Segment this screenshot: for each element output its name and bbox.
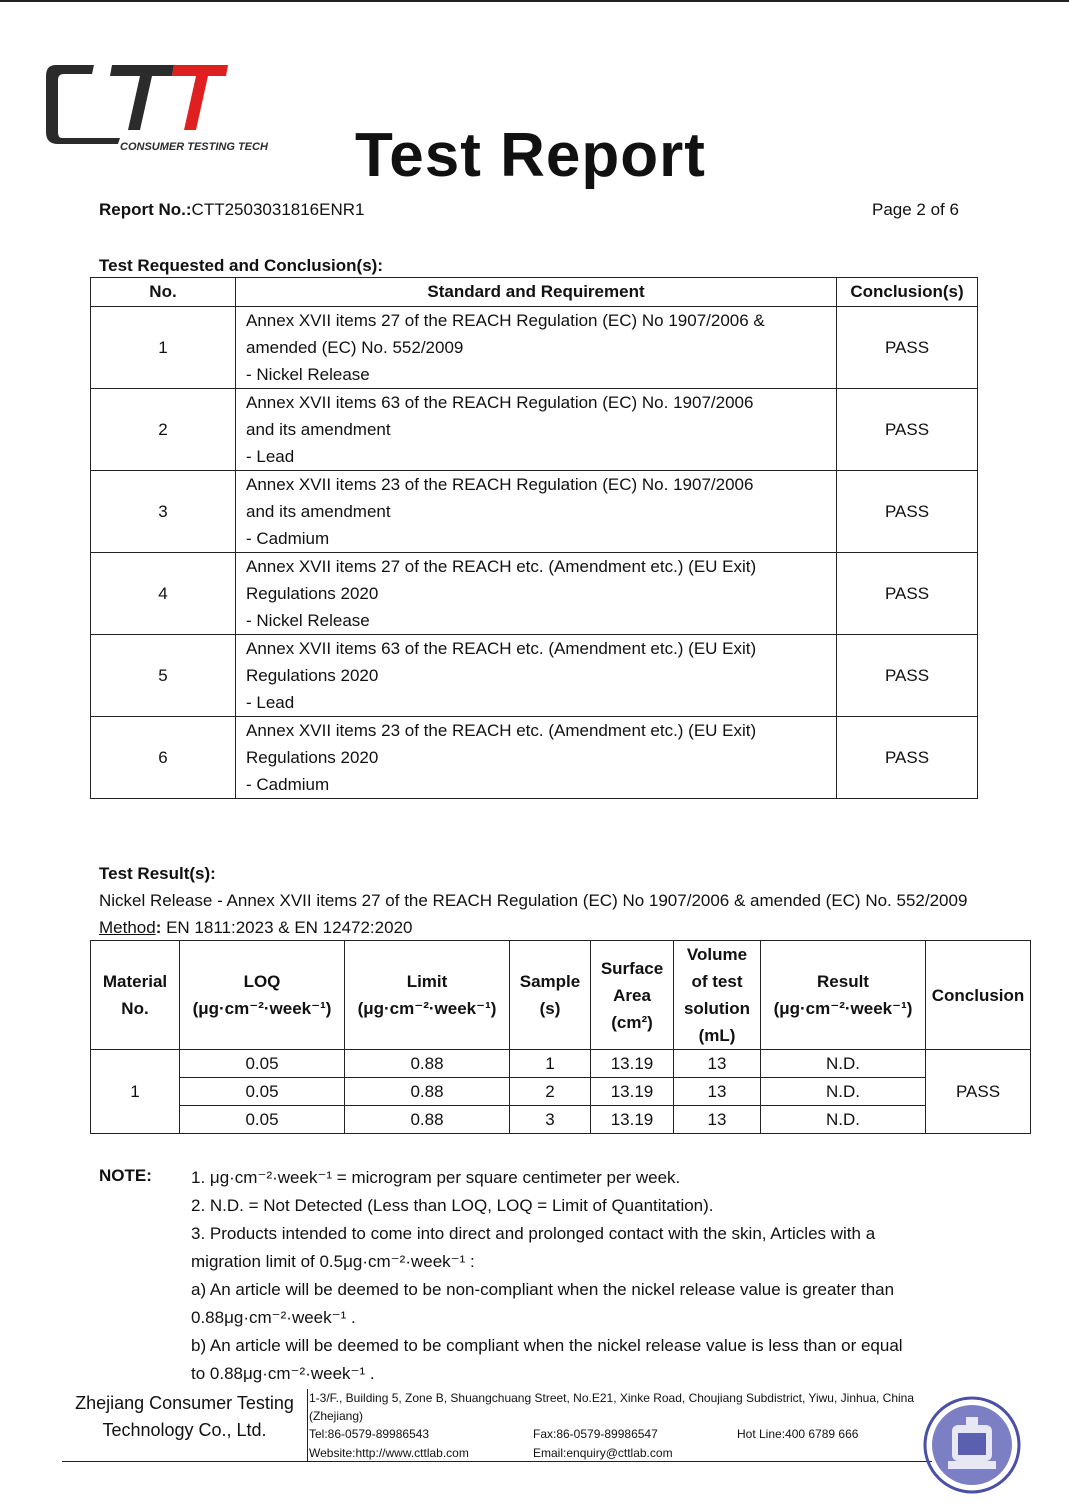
- row-conclusion: PASS: [837, 553, 978, 635]
- note-line: migration limit of 0.5μg·cm⁻²·week⁻¹ :: [191, 1252, 475, 1271]
- col-volume: Volume of test solution (mL): [674, 941, 761, 1050]
- results-line: Nickel Release - Annex XVII items 27 of the REACH Regulation (EC) No 1907/2006 & amended (EC) No. 552/2009: [99, 891, 968, 910]
- material-no: 1: [91, 1050, 180, 1134]
- cell-loq: 0.05: [180, 1050, 345, 1078]
- cell-loq: 0.05: [180, 1078, 345, 1106]
- cell-sample: 1: [510, 1050, 591, 1078]
- cell-limit: 0.88: [345, 1106, 510, 1134]
- col-standard: Standard and Requirement: [236, 278, 837, 307]
- row-conclusion: PASS: [837, 389, 978, 471]
- row-no: 3: [91, 471, 236, 553]
- results-conclusion: PASS: [926, 1050, 1031, 1134]
- cell-volume: 13: [674, 1078, 761, 1106]
- ctt-logo: [44, 62, 268, 154]
- company-name: Zhejiang Consumer Testing Technology Co., Ltd.: [75, 1393, 294, 1440]
- footer-email[interactable]: Email:enquiry@cttlab.com: [533, 1446, 673, 1460]
- cell-sample: 2: [510, 1078, 591, 1106]
- table-row: [91, 389, 978, 471]
- col-conclusion: Conclusion: [926, 941, 1031, 1050]
- footer-tel: Tel:86-0579-89986543: [309, 1427, 430, 1441]
- results-table: [90, 940, 1031, 1134]
- notes-list: [191, 1164, 981, 1388]
- conclusions-heading: Test Requested and Conclusion(s):: [99, 256, 383, 275]
- page-title: Test Report: [355, 121, 706, 190]
- row-standard: Annex XVII items 63 of the REACH etc. (Amendment etc.) (EU Exit) Regulations 2020 - Lead: [236, 635, 837, 717]
- seal-emblem-icon: [922, 1395, 1022, 1495]
- col-conclusion: Conclusion(s): [837, 278, 978, 307]
- row-no: 6: [91, 717, 236, 799]
- footer-hotline: Hot Line:400 6789 666: [737, 1427, 859, 1441]
- row-conclusion: PASS: [837, 471, 978, 553]
- table-row: [91, 1106, 1031, 1134]
- note-line: b) An article will be deemed to be compliant when the nickel release value is less than or equal: [191, 1336, 903, 1355]
- col-limit: Limit (μg·cm⁻²·week⁻¹): [345, 941, 510, 1050]
- table-row: [91, 307, 978, 389]
- col-no: No.: [91, 278, 236, 307]
- row-no: 4: [91, 553, 236, 635]
- row-conclusion: PASS: [837, 307, 978, 389]
- note-line: 0.88μg·cm⁻²·week⁻¹ .: [191, 1308, 356, 1327]
- table-row: [91, 717, 978, 799]
- cell-volume: 13: [674, 1106, 761, 1134]
- row-conclusion: PASS: [837, 635, 978, 717]
- row-standard: Annex XVII items 27 of the REACH etc. (Amendment etc.) (EU Exit) Regulations 2020 - Nickel Release: [236, 553, 837, 635]
- table-row: [91, 553, 978, 635]
- row-standard: Annex XVII items 23 of the REACH etc. (Amendment etc.) (EU Exit) Regulations 2020 - Cadmium: [236, 717, 837, 799]
- cell-area: 13.19: [591, 1050, 674, 1078]
- row-standard: Annex XVII items 23 of the REACH Regulation (EC) No. 1907/2006 and its amendment - Cadmium: [236, 471, 837, 553]
- cell-volume: 13: [674, 1050, 761, 1078]
- table-row: [91, 635, 978, 717]
- col-result: Result (μg·cm⁻²·week⁻¹): [761, 941, 926, 1050]
- page-number: Page 2 of 6: [872, 200, 959, 219]
- table-row: [91, 1078, 1031, 1106]
- note-line: 2. N.D. = Not Detected (Less than LOQ, LOQ = Limit of Quantitation).: [191, 1196, 714, 1215]
- cell-limit: 0.88: [345, 1050, 510, 1078]
- note-line: 1. μg·cm⁻²·week⁻¹ = microgram per square centimeter per week.: [191, 1168, 681, 1187]
- cell-loq: 0.05: [180, 1106, 345, 1134]
- note-label: NOTE:: [99, 1166, 152, 1185]
- row-standard: Annex XVII items 27 of the REACH Regulation (EC) No 1907/2006 & amended (EC) No. 552/2009 - Nickel Release: [236, 307, 837, 389]
- row-no: 2: [91, 389, 236, 471]
- table-row: [91, 471, 978, 553]
- col-sample: Sample (s): [510, 941, 591, 1050]
- row-conclusion: PASS: [837, 717, 978, 799]
- col-material: Material No.: [91, 941, 180, 1050]
- footer-address: 1-3/F., Building 5, Zone B, Shuangchuang Street, No.E21, Xinke Road, Choujiang Subdistrict, Yiwu, Jinhua, China (Zhejiang): [309, 1391, 915, 1423]
- footer-rule: [62, 1461, 932, 1462]
- col-area: Surface Area (cm²): [591, 941, 674, 1050]
- row-no: 5: [91, 635, 236, 717]
- results-heading: Test Result(s):: [99, 864, 216, 883]
- method-line: Method: EN 1811:2023 & EN 12472:2020: [99, 918, 413, 937]
- cell-result: N.D.: [761, 1050, 926, 1078]
- footer-fax: Fax:86-0579-89986547: [533, 1427, 658, 1441]
- table-row: [91, 1050, 1031, 1078]
- note-line: 3. Products intended to come into direct and prolonged contact with the skin, Articles with a: [191, 1224, 876, 1243]
- top-border: [0, 0, 1069, 2]
- row-no: 1: [91, 307, 236, 389]
- report-number: Report No.:CTT2503031816ENR1: [99, 200, 365, 219]
- logo-tagline: CONSUMER TESTING TECH: [120, 141, 268, 153]
- cell-result: N.D.: [761, 1078, 926, 1106]
- cell-sample: 3: [510, 1106, 591, 1134]
- note-line: to 0.88μg·cm⁻²·week⁻¹ .: [191, 1364, 375, 1383]
- cell-area: 13.19: [591, 1078, 674, 1106]
- conclusions-table: [90, 277, 978, 799]
- note-line: a) An article will be deemed to be non-compliant when the nickel release value is greater than: [191, 1280, 895, 1299]
- row-standard: Annex XVII items 63 of the REACH Regulation (EC) No. 1907/2006 and its amendment - Lead: [236, 389, 837, 471]
- footer-website[interactable]: Website:http://www.cttlab.com: [309, 1446, 469, 1460]
- footer-divider: [307, 1389, 308, 1461]
- cell-limit: 0.88: [345, 1078, 510, 1106]
- cell-result: N.D.: [761, 1106, 926, 1134]
- cell-area: 13.19: [591, 1106, 674, 1134]
- col-loq: LOQ (μg·cm⁻²·week⁻¹): [180, 941, 345, 1050]
